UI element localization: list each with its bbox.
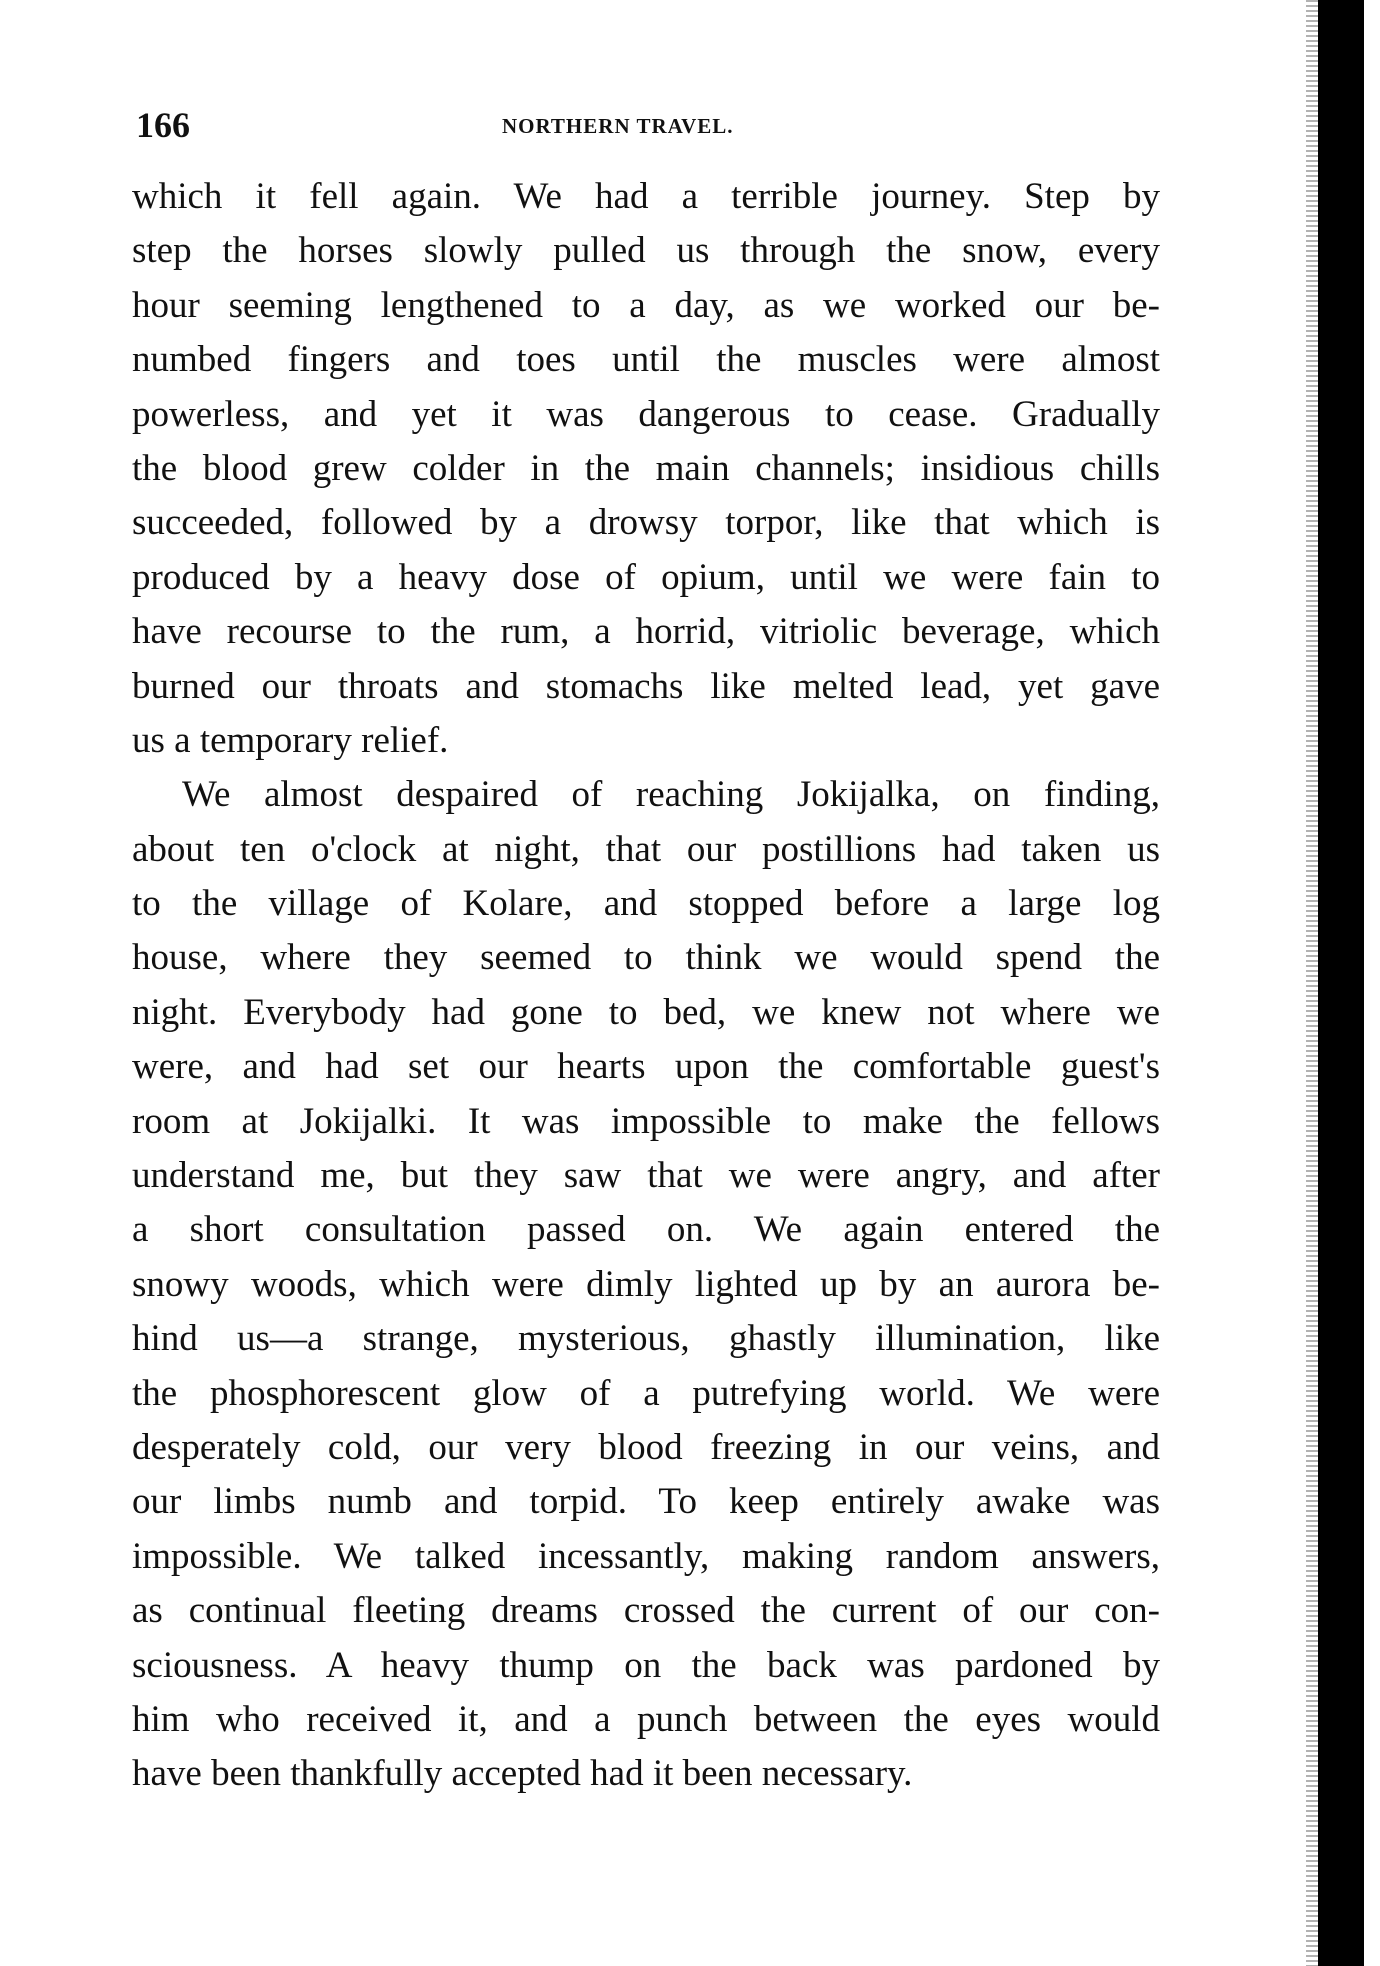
text-line: us a temporary relief. <box>132 719 449 761</box>
text-line: step the horses slowly pulled us through the snow, every <box>132 230 1160 272</box>
text-line: the phosphorescent glow of a putrefying world. We were <box>132 1372 1160 1414</box>
paragraph <box>132 170 1160 768</box>
text-line: as continual fleeting dreams crossed the current of our con- <box>132 1590 1160 1632</box>
text-line: which it fell again. We had a terrible journey. Step by <box>132 176 1160 217</box>
text-line: our limbs numb and torpid. To keep entirely awake was <box>132 1481 1160 1523</box>
text-line: hour seeming lengthened to a day, as we worked our be- <box>132 284 1160 326</box>
text-line: powerless, and yet it was dangerous to cease. Gradually <box>132 393 1160 435</box>
text-line: house, where they seemed to think we would spend the <box>132 937 1160 979</box>
text-line: have been thankfully accepted had it been necessary. <box>132 1753 913 1795</box>
text-line: to the village of Kolare, and stopped before a large log <box>132 883 1160 925</box>
text-line: have recourse to the rum, a horrid, vitriolic beverage, which <box>132 611 1160 653</box>
paragraph <box>132 768 1160 1801</box>
text-line: burned our throats and stomachs like melted lead, yet gave <box>132 665 1160 707</box>
text-line: a short consultation passed on. We again entered the <box>132 1209 1160 1251</box>
text-line: succeeded, followed by a drowsy torpor, like that which is <box>132 502 1160 544</box>
text-line: numbed fingers and toes until the muscles were almost <box>132 339 1160 381</box>
text-line: impossible. We talked incessantly, making random answers, <box>132 1535 1160 1577</box>
text-line: the blood grew colder in the main channels; insidious chills <box>132 447 1160 489</box>
text-line: produced by a heavy dose of opium, until we were fain to <box>132 556 1160 598</box>
text-line: room at Jokijalki. It was impossible to make the fellows <box>132 1100 1160 1142</box>
text-line: night. Everybody had gone to bed, we knew not where we <box>132 991 1160 1033</box>
text-line: snowy woods, which were dimly lighted up by an aurora be- <box>132 1263 1160 1305</box>
text-line: sciousness. A heavy thump on the back was pardoned by <box>132 1644 1160 1686</box>
text-line: desperately cold, our very blood freezing in our veins, and <box>132 1426 1160 1468</box>
text-line: about ten o'clock at night, that our postillions had taken us <box>132 828 1160 870</box>
running-title: NORTHERN TRAVEL. <box>502 114 734 138</box>
scan-spine-shadow <box>1318 0 1364 1966</box>
page-header <box>132 104 1160 148</box>
text-line: him who received it, and a punch between the eyes would <box>132 1698 1160 1740</box>
text-line: were, and had set our hearts upon the comfortable guest's <box>132 1046 1160 1088</box>
page-number: 166 <box>136 105 190 145</box>
text-line: hind us—a strange, mysterious, ghastly illumination, like <box>132 1318 1160 1360</box>
page-body <box>132 170 1160 1802</box>
text-line: We almost despaired of reaching Jokijalka, on finding, <box>182 774 1160 816</box>
text-line: understand me, but they saw that we were angry, and after <box>132 1155 1160 1197</box>
